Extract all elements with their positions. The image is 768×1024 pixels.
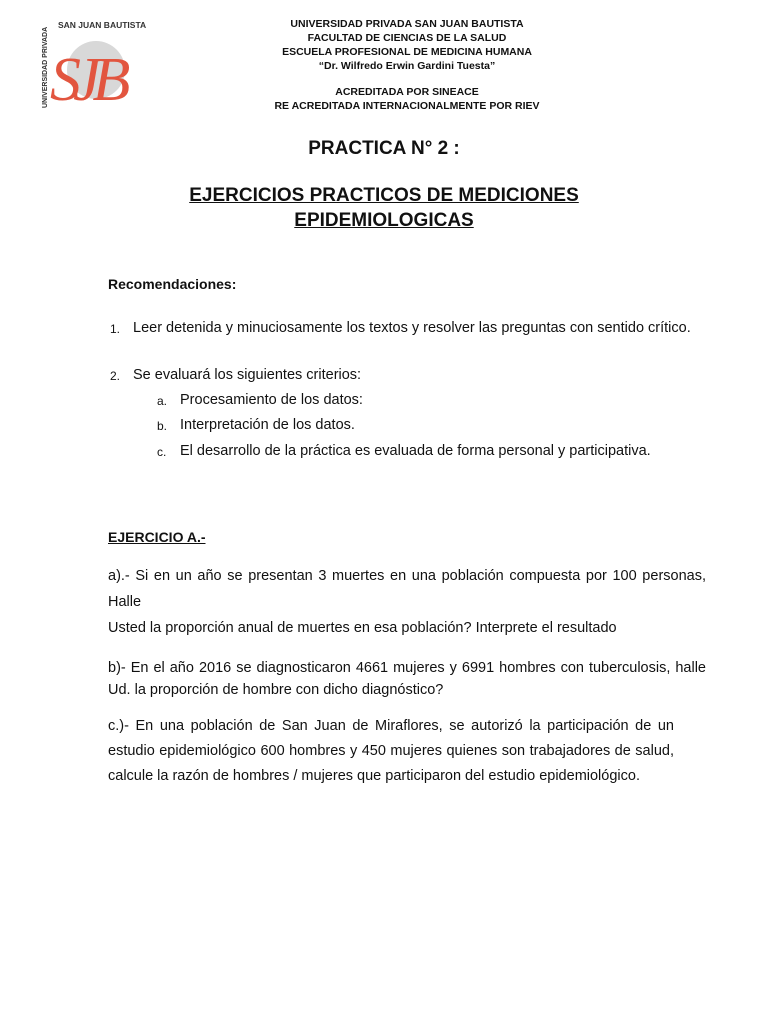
university-logo xyxy=(36,16,147,114)
exercise-a-heading: EJERCICIO A.- xyxy=(108,529,206,545)
recommendations-heading: Recomendaciones: xyxy=(108,276,237,292)
institution-header xyxy=(200,17,614,113)
sublist-marker: a. xyxy=(157,394,168,408)
logo-top-text: SAN JUAN BAUTISTA xyxy=(58,20,147,30)
practice-number-title: PRACTICA N° 2 : xyxy=(308,138,460,159)
exercise-a-question-c: c.)- En una población de San Juan de Miraflores, se autorizó la participación de un estudio epidemiológico 600 hombres y 450 mujeres quienes son trabajadores de salud, calcule la razón de hombres / mujeres que participaron del estudio epidemiológico. xyxy=(108,718,674,784)
header-dedication: “Dr. Wilfredo Erwin Gardini Tuesta” xyxy=(318,60,496,72)
criterion-a: Procesamiento de los datos: xyxy=(180,392,363,408)
header-faculty: FACULTAD DE CIENCIAS DE LA SALUD xyxy=(307,32,507,44)
sublist-marker: c. xyxy=(157,445,167,459)
document-main-title xyxy=(0,183,768,233)
list-marker: 1. xyxy=(110,322,121,336)
main-title-line-2: EPIDEMIOLOGICAS xyxy=(294,210,474,231)
recommendation-item-1: Leer detenida y minuciosamente los textos y resolver las preguntas con sentido crítico. xyxy=(133,320,691,336)
criterion-b: Interpretación de los datos. xyxy=(180,417,355,433)
header-reaccreditation: RE ACREDITADA INTERNACIONALMENTE POR RIEV xyxy=(274,100,540,112)
sublist-marker: b. xyxy=(157,419,168,433)
header-school: ESCUELA PROFESIONAL DE MEDICINA HUMANA xyxy=(282,46,532,58)
sjb-logo-icon xyxy=(36,16,147,114)
list-marker: 2. xyxy=(110,369,121,383)
logo-side-text: UNIVERSIDAD PRIVADA xyxy=(42,26,49,108)
recommendation-item-2: Se evaluará los siguientes criterios: xyxy=(133,367,362,383)
main-title-line-1: EJERCICIOS PRACTICOS DE MEDICIONES xyxy=(189,185,579,206)
criterion-c: El desarrollo de la práctica es evaluada de forma personal y participativa. xyxy=(180,443,651,459)
exercise-a-question-a: a).- Si en un año se presentan 3 muertes en una población compuesta por 100 personas, Halle xyxy=(108,568,706,610)
header-university: UNIVERSIDAD PRIVADA SAN JUAN BAUTISTA xyxy=(290,18,524,30)
exercise-a-question-a-continued: Usted la proporción anual de muertes en esa población? Interprete el resultado xyxy=(108,620,617,636)
header-accreditation: ACREDITADA POR SINEACE xyxy=(335,86,479,98)
logo-monogram: SJB xyxy=(50,46,123,114)
exercise-a-question-b: b)- En el año 2016 se diagnosticaron 4661 mujeres y 6991 hombres con tuberculosis, halle Ud. la proporción de hombre con dicho diagnóstico? xyxy=(108,660,706,698)
